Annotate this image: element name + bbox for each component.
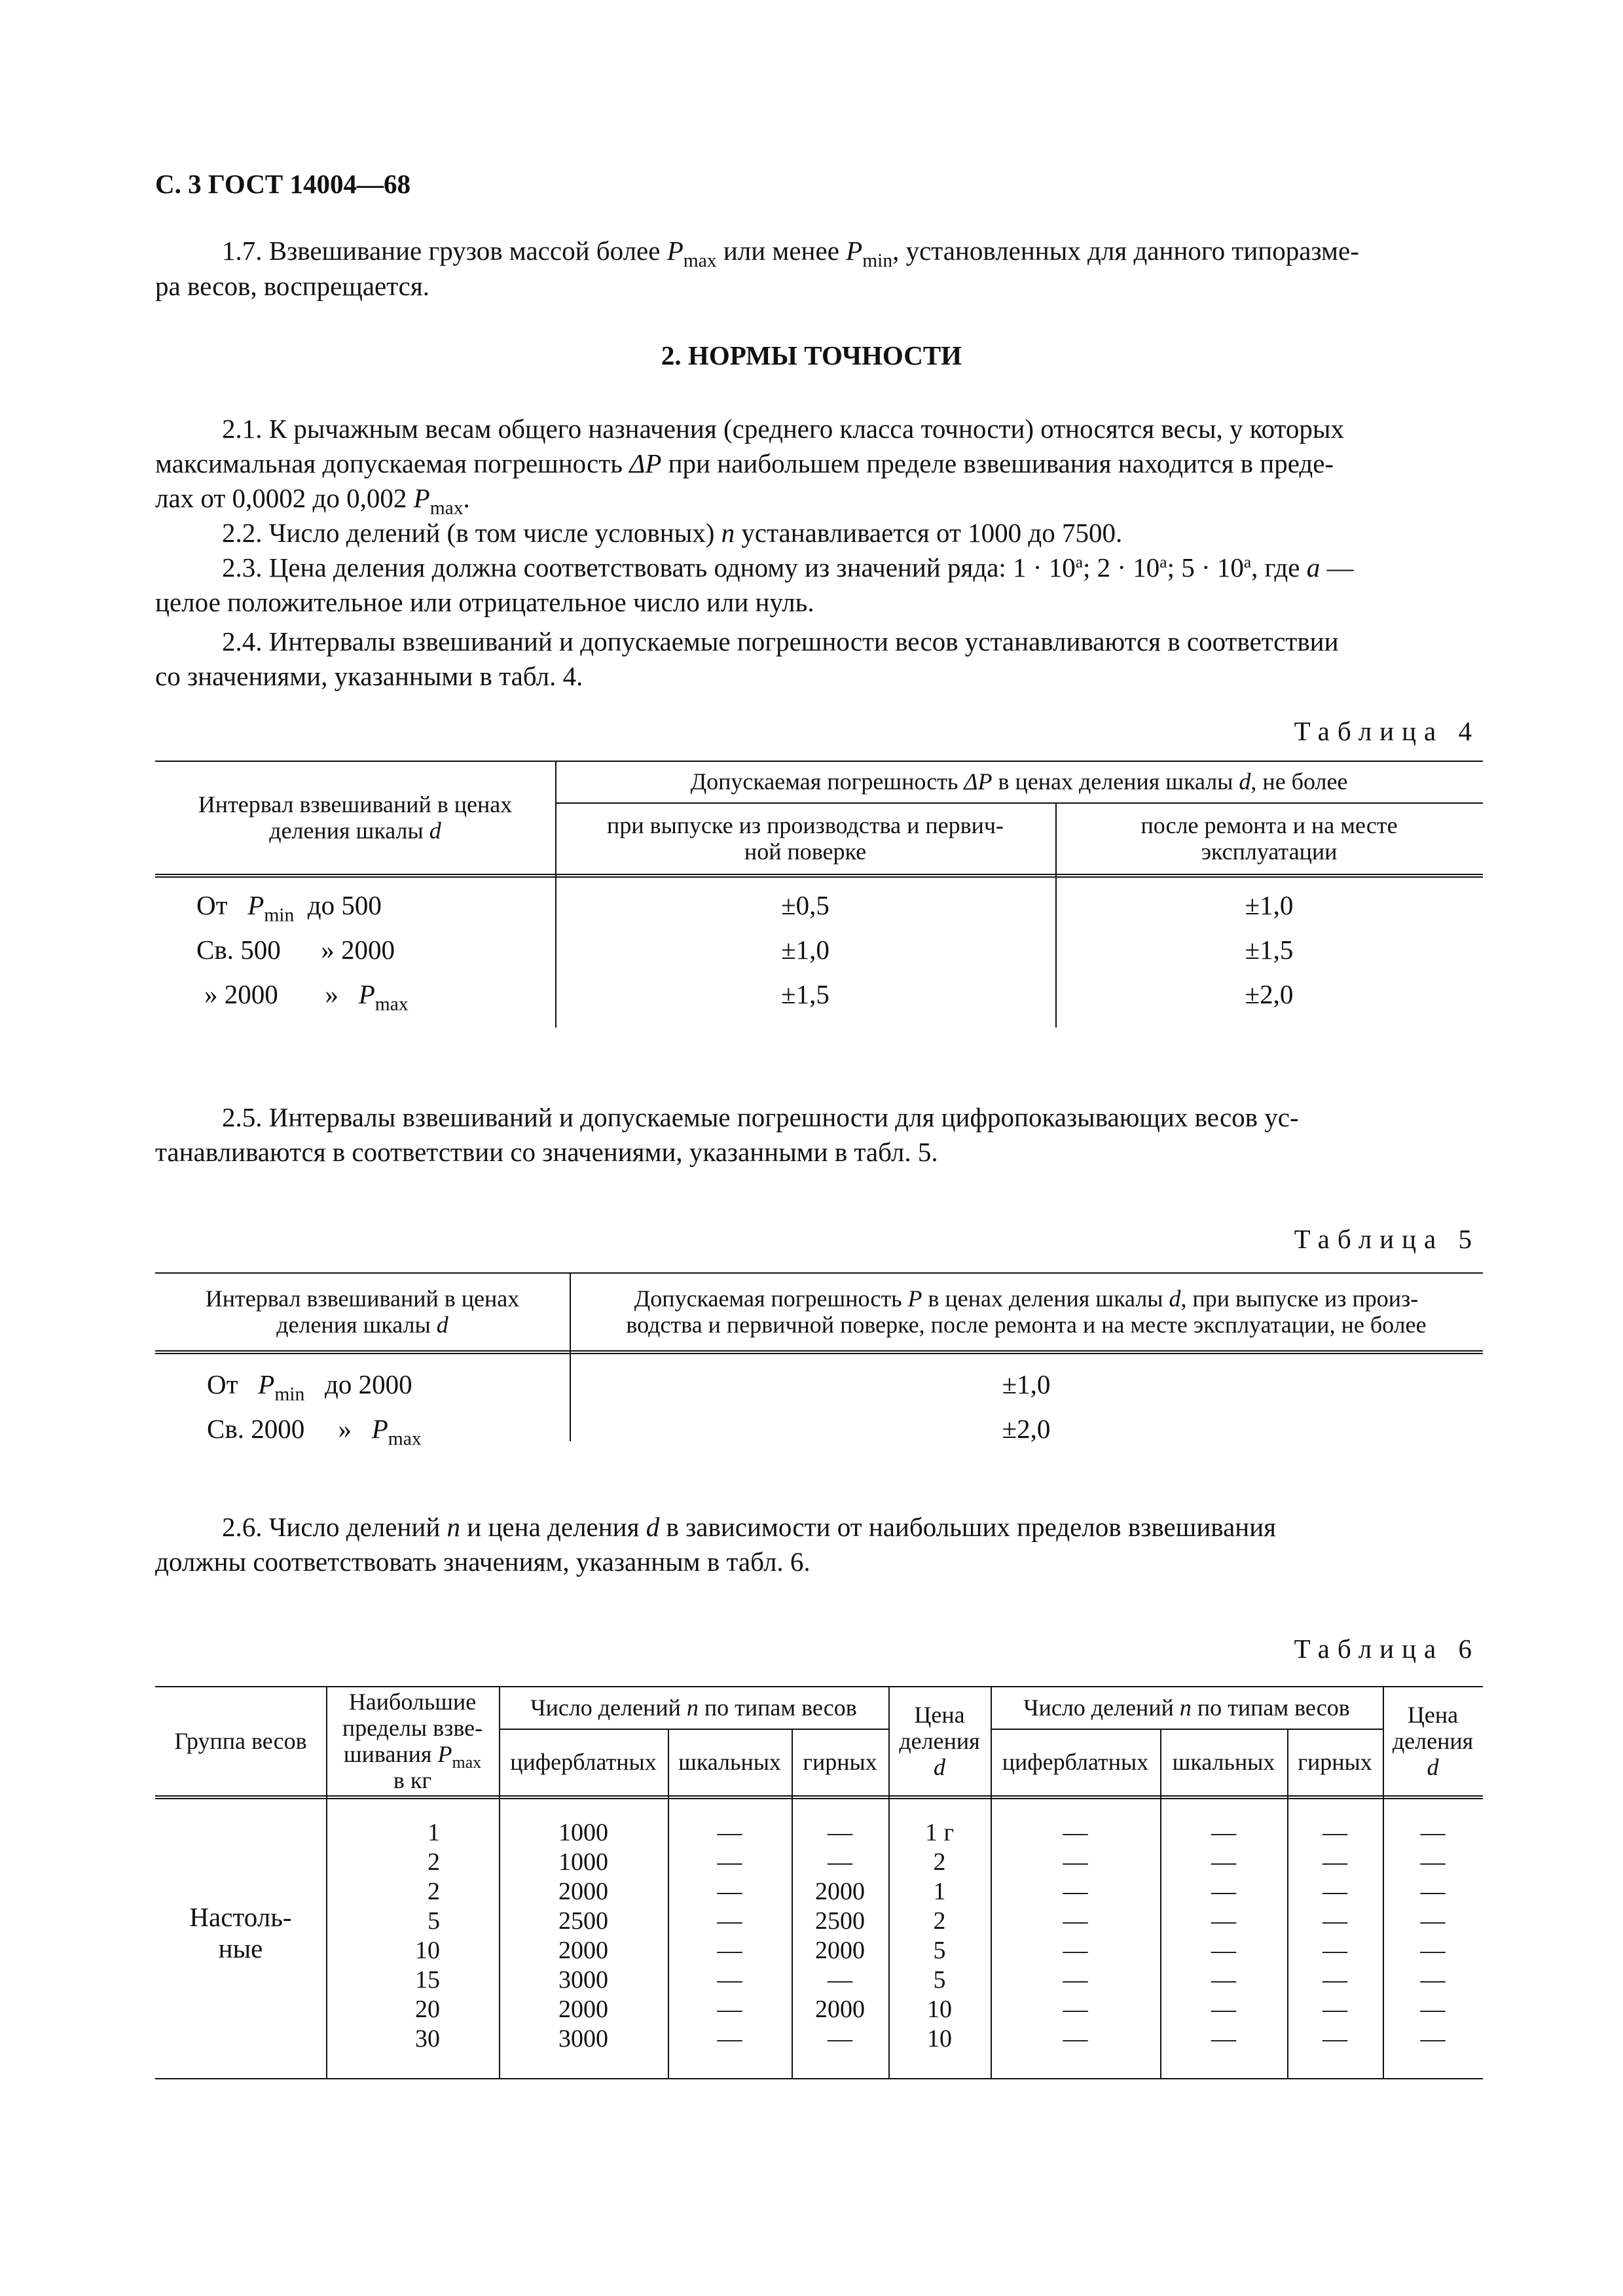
paragraph-1-7-line1: 1.7. Взвешивание грузов массой более $P_{max}$ или менее $P_{min}$, установленных для данного типоразме- (222, 236, 1359, 272)
table6-cell-dial2: — (1063, 1937, 1088, 1964)
table6-cell-price: 1 г (924, 1819, 955, 1846)
paragraph-2-1-line2: максимальная допускаемая погрешность ΔP при наибольшем пределе взвешивания находится в преде- (155, 448, 1334, 478)
table6-cell-dial: 2000 (558, 1937, 608, 1964)
table6-cell-scale: — (717, 1966, 742, 1994)
table6-cell-limit: 20 (415, 1996, 440, 2023)
table4-row2-v1: ±1,0 (781, 935, 830, 965)
table6-header-weight-1: гирных (803, 1749, 877, 1775)
table6-cell-scale: — (717, 1878, 742, 1905)
paragraph-2-1-line3: лах от 0,0002 до 0,002 $P_{max}$. (155, 483, 470, 519)
table6-cell-dial: 2000 (558, 1996, 608, 2023)
table6-cell-price: 1 (933, 1878, 946, 1905)
table6-cell-price: 5 (933, 1966, 946, 1994)
table4-row3-interval: » 2000 » $P_{max}$ (204, 979, 409, 1015)
table6-header-price-1: Цена деления d (899, 1701, 980, 1780)
table6-cell-scale2: — (1211, 1848, 1236, 1876)
table6-cell-price2: — (1420, 1878, 1446, 1905)
table6-cell-weight2: — (1322, 1996, 1347, 2023)
table6-cell-dial2: — (1063, 1966, 1088, 1994)
table6-cell-limit: 1 (428, 1819, 440, 1846)
paragraph-2-5-line1: 2.5. Интервалы взвешиваний и допускаемые погрешности для цифропоказывающих весов ус- (222, 1102, 1299, 1132)
table6-cell-price2: — (1420, 1907, 1446, 1935)
table4-group-header: Допускаемая погрешность ΔP в ценах деления шкалы d, не более (690, 768, 1348, 795)
table4-row2-v2: ±1,5 (1245, 935, 1294, 965)
table6-cell-weight: — (828, 1848, 852, 1876)
table6-cell-weight2: — (1322, 1907, 1347, 1935)
table6-cell-limit: 10 (415, 1937, 440, 1964)
page-header: С. 3 ГОСТ 14004—68 (155, 169, 411, 199)
table6-cell-dial2: — (1063, 1996, 1088, 2023)
paragraph-2-6-line2: должны соответствовать значениям, указанным в табл. 6. (155, 1547, 811, 1577)
table6-cell-weight: — (828, 1819, 852, 1846)
table6-cell-price: 2 (933, 1907, 946, 1935)
table6-cell-scale: — (717, 1907, 742, 1935)
table6-cell-weight: 2000 (815, 1937, 865, 1964)
table6-cell-price2: — (1420, 1819, 1446, 1846)
paragraph-2-1-line1: 2.1. К рычажным весам общего назначения (среднего класса точности) относятся весы, у которых (222, 414, 1344, 444)
table6-cell-dial: 1000 (558, 1819, 608, 1846)
table6-header-dial-1: циферблатных (510, 1749, 657, 1775)
table6-cell-scale2: — (1211, 1937, 1236, 1964)
table5-row2-interval: Св. 2000 » $P_{max}$ (207, 1414, 422, 1450)
table6-cell-scale: — (717, 1819, 742, 1846)
table6-cell-weight2: — (1322, 1819, 1347, 1846)
table6-cell-dial2: — (1063, 1848, 1088, 1876)
table6-header-dial-2: циферблатных (1002, 1749, 1149, 1775)
table4-row3-v2: ±2,0 (1245, 979, 1294, 1009)
table6-cell-weight2: — (1322, 1966, 1347, 1994)
table6-header-count-1: Число делений n по типам весов (530, 1694, 857, 1721)
table6-cell-scale2: — (1211, 1819, 1236, 1846)
table6-header-price-2: Цена деления d (1392, 1701, 1474, 1780)
paragraph-2-4-line1: 2.4. Интервалы взвешиваний и допускаемые погрешности весов устанавливаются в соответствии (222, 626, 1339, 656)
table6-cell-dial: 1000 (558, 1848, 608, 1876)
table6-cell-dial2: — (1063, 2025, 1088, 2053)
table4-subheader-repair: после ремонта и на месте эксплуатации (1140, 812, 1398, 865)
table6-cell-scale: — (717, 1937, 742, 1964)
table6-cell-weight2: — (1322, 1937, 1347, 1964)
paragraph-2-2: 2.2. Число делений (в том числе условных) n устанавливается от 1000 до 7500. (222, 518, 1123, 548)
table5-col2-header: Допускаемая погрешность P в ценах деления шкалы d, при выпуске из произ- водства и первичной поверке, после ремонта и на месте эксплуатации, не более (626, 1285, 1427, 1338)
table5-row2-value: ±2,0 (1002, 1414, 1051, 1444)
table6-cell-limit: 2 (428, 1878, 440, 1905)
table6-cell-weight: — (828, 1966, 852, 1994)
table6-cell-weight2: — (1322, 1848, 1347, 1876)
table6-header-scale-2: шкальных (1172, 1749, 1275, 1775)
table4-row3-v1: ±1,5 (781, 979, 830, 1009)
table5-col1-header: Интервал взвешиваний в ценах деления шкалы d (205, 1285, 520, 1338)
paragraph-2-6-line1: 2.6. Число делений n и цена деления d в зависимости от наибольших пределов взвешивания (222, 1512, 1277, 1542)
table6-cell-price: 2 (933, 1848, 946, 1876)
table4-subheader-production: при выпуске из производства и первич- ной поверке (607, 812, 1004, 865)
paragraph-2-4-line2: со значениями, указанными в табл. 4. (155, 661, 583, 691)
table4-col1-header: Интервал взвешиваний в ценах деления шкалы d (198, 791, 513, 844)
table6-cell-dial: 3000 (558, 1966, 608, 1994)
table6-cell-price: 10 (927, 1996, 952, 2023)
table6-cell-weight: 2500 (815, 1907, 865, 1935)
table4-row1-v2: ±1,0 (1245, 890, 1294, 920)
table6-cell-weight2: — (1322, 1878, 1347, 1905)
table6-cell-scale2: — (1211, 2025, 1236, 2053)
table6-cell-limit: 30 (415, 2025, 440, 2053)
table6-cell-dial2: — (1063, 1907, 1088, 1935)
table5-caption: Таблица 5 (1294, 1224, 1480, 1254)
table6-cell-price2: — (1420, 2025, 1446, 2053)
table6-cell-price: 10 (927, 2025, 952, 2053)
table6-cell-weight: 2000 (815, 1878, 865, 1905)
table6-cell-scale: — (717, 1848, 742, 1876)
table6-cell-limit: 5 (428, 1907, 440, 1935)
table4-row1-v1: ±0,5 (781, 890, 830, 920)
table6-cell-price2: — (1420, 1848, 1446, 1876)
table6-cell-dial2: — (1063, 1819, 1088, 1846)
table4-row1-interval: От $P_{min}$ до 500 (196, 890, 382, 926)
table6-cell-scale: — (717, 2025, 742, 2053)
table5-row1-interval: От $P_{min}$ до 2000 (207, 1369, 412, 1405)
section-title: 2. НОРМЫ ТОЧНОСТИ (661, 340, 962, 370)
table6-caption: Таблица 6 (1294, 1634, 1480, 1664)
table6-cell-weight: 2000 (815, 1996, 865, 2023)
table6-cell-scale: — (717, 1996, 742, 2023)
table6-group-name: Настоль- ные (189, 1902, 292, 1964)
table6-cell-scale2: — (1211, 1966, 1236, 1994)
paragraph-1-7-line2: ра весов, воспрещается. (155, 271, 429, 301)
paragraph-2-5-line2: танавливаются в соответствии со значениями, указанными в табл. 5. (155, 1137, 938, 1167)
table6-header-weight-2: гирных (1298, 1749, 1372, 1775)
table6-cell-price2: — (1420, 1996, 1446, 2023)
table6-header-limits: Наибольшие пределы взве- шивания $P_{max}$ в кг (342, 1688, 483, 1793)
table6-cell-weight: — (828, 2025, 852, 2053)
table6-cell-scale2: — (1211, 1878, 1236, 1905)
table6-cell-scale2: — (1211, 1996, 1236, 2023)
table6-cell-price2: — (1420, 1937, 1446, 1964)
table6-header-scale-1: шкальных (678, 1749, 781, 1775)
table6-cell-price2: — (1420, 1966, 1446, 1994)
table6-cell-limit: 15 (415, 1966, 440, 1994)
table6-header-group: Группа весов (174, 1727, 307, 1754)
paragraph-2-3-line2: целое положительное или отрицательное число или нуль. (155, 587, 814, 617)
table6-cell-scale2: — (1211, 1907, 1236, 1935)
table4-row2-interval: Св. 500 » 2000 (196, 935, 395, 965)
table6-cell-dial: 2500 (558, 1907, 608, 1935)
table6-cell-weight2: — (1322, 2025, 1347, 2053)
table6-header-count-2: Число делений n по типам весов (1023, 1694, 1350, 1721)
table6-cell-limit: 2 (428, 1848, 440, 1876)
table4-caption: Таблица 4 (1294, 716, 1480, 746)
table6-cell-dial: 3000 (558, 2025, 608, 2053)
table6-cell-dial: 2000 (558, 1878, 608, 1905)
paragraph-2-3-line1: 2.3. Цена деления должна соответствовать одному из значений ряда: $1 \cdot 10^а$; $2 \cdot 10^а$; $5 \cdot 10^а$, где а — (222, 552, 1354, 583)
table6-cell-dial2: — (1063, 1878, 1088, 1905)
table6-cell-price: 5 (933, 1937, 946, 1964)
table5-row1-value: ±1,0 (1002, 1369, 1051, 1399)
